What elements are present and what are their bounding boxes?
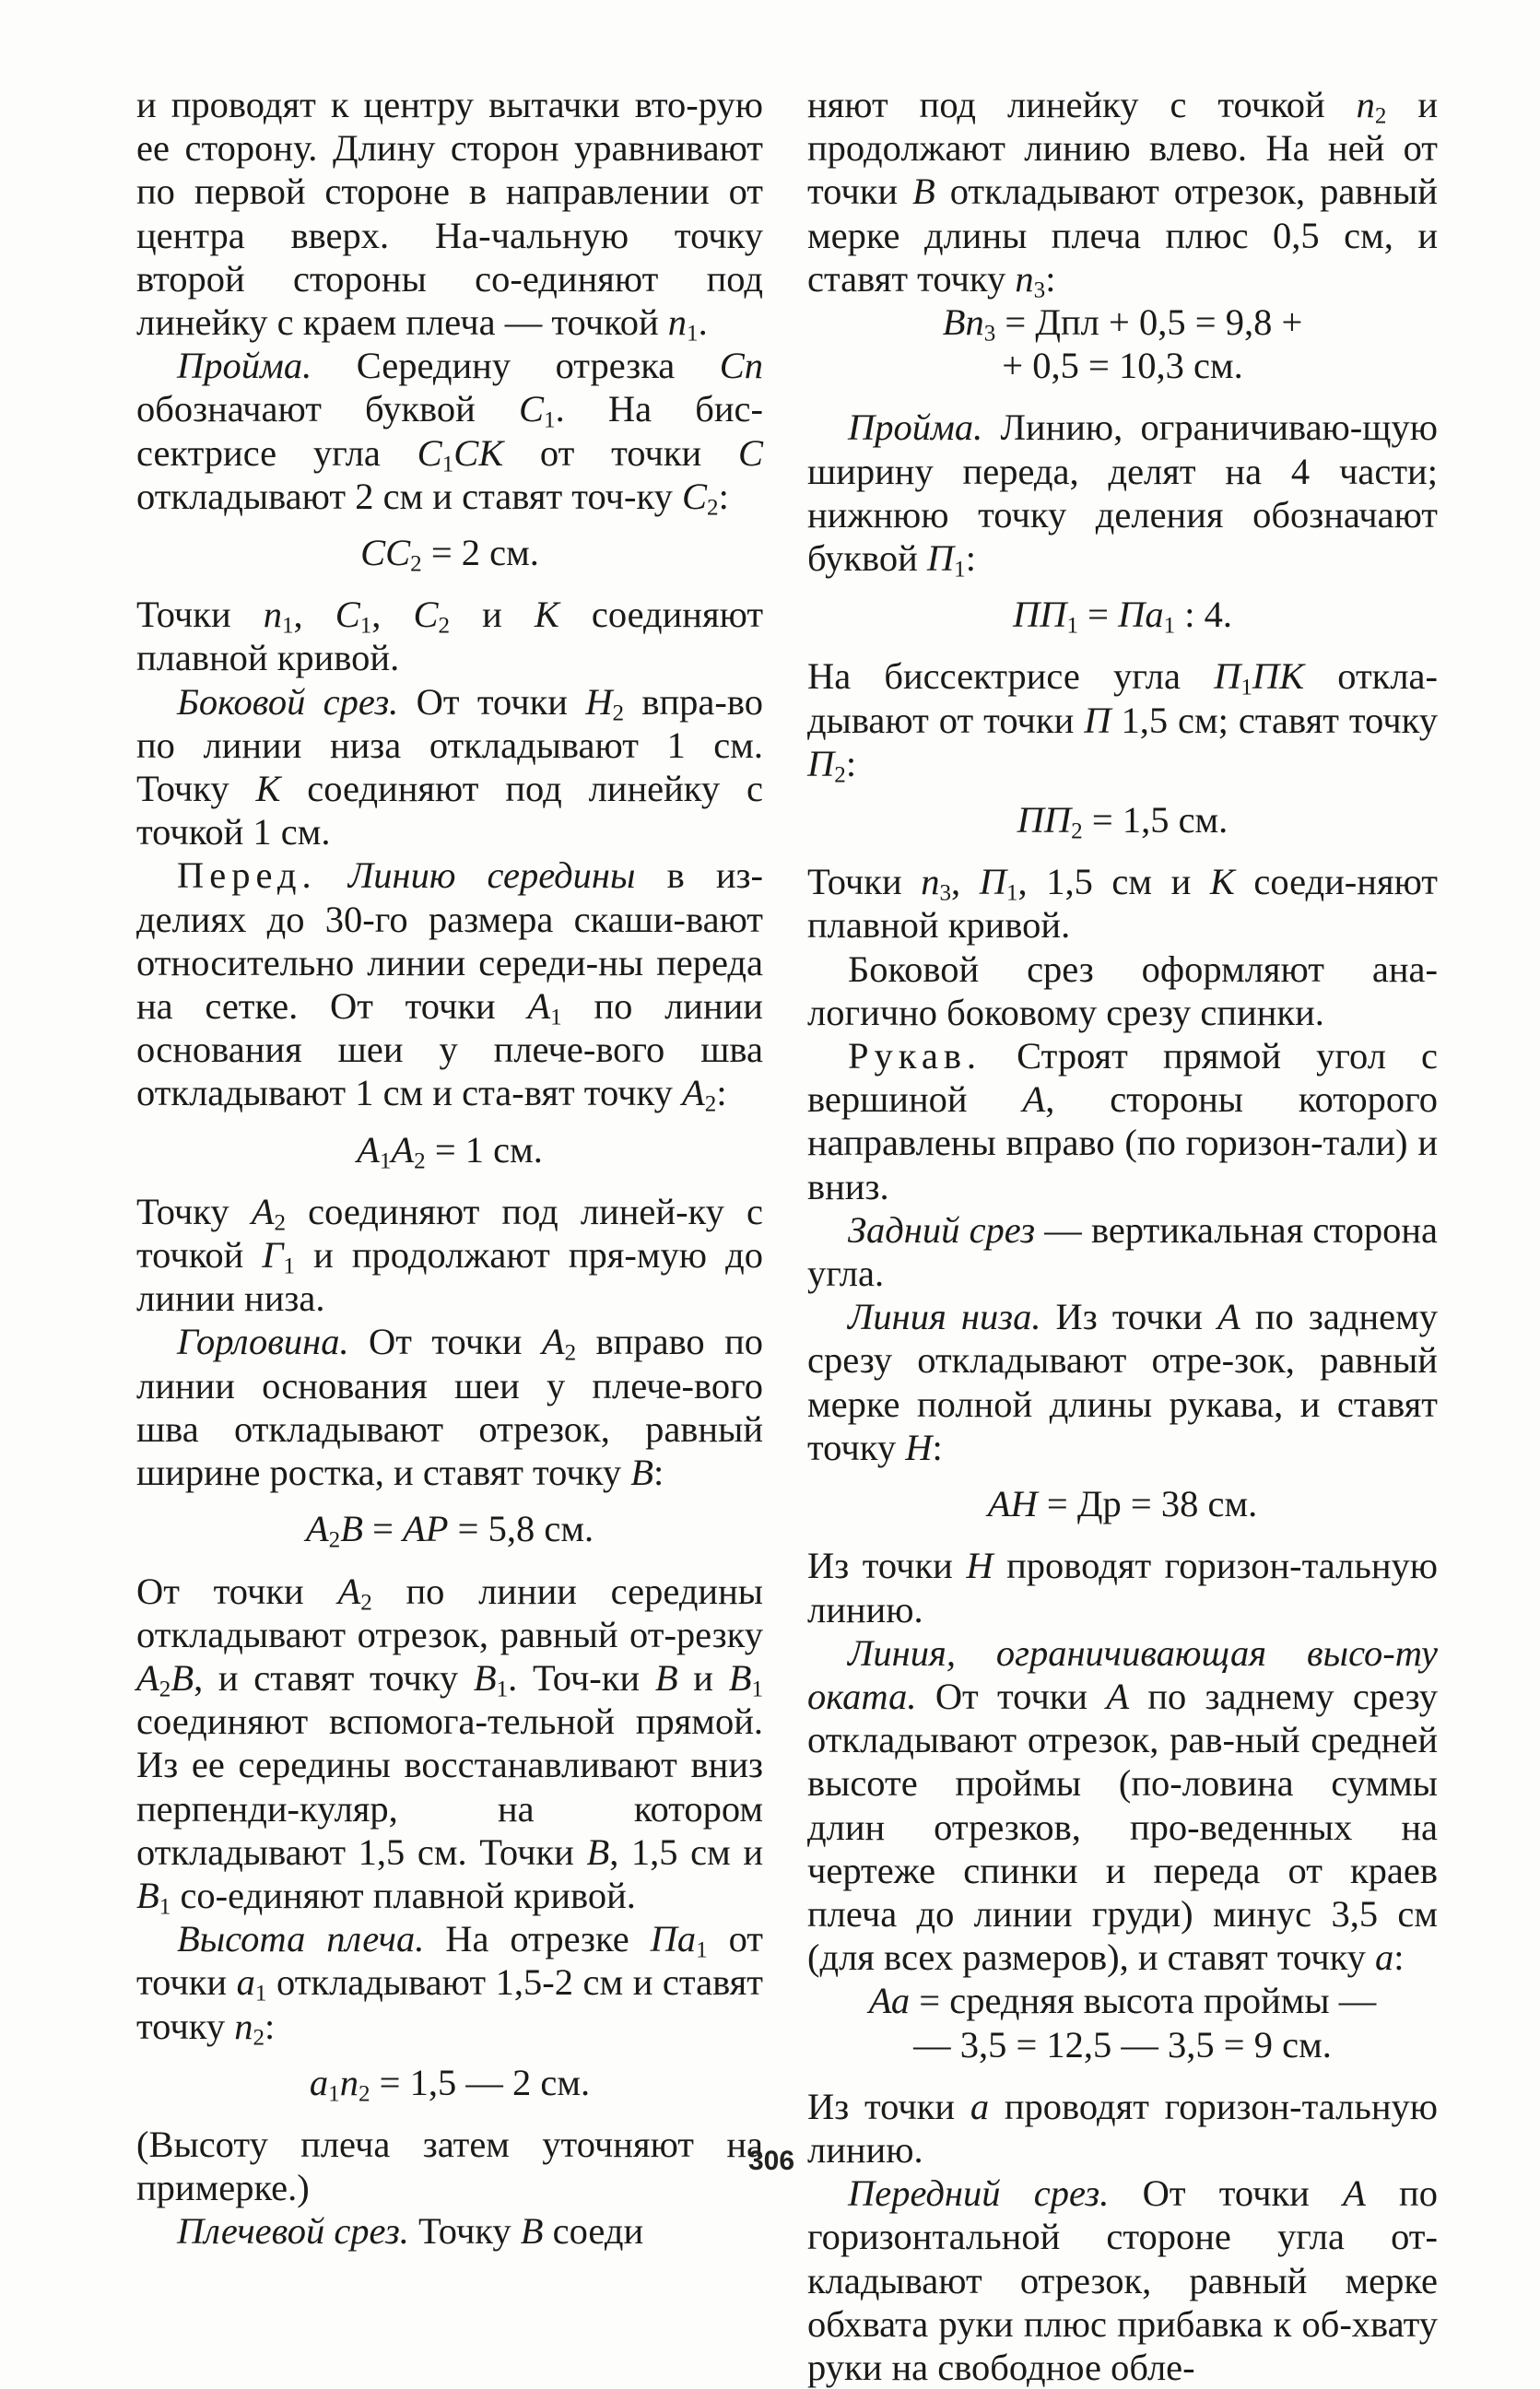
formula: — 3,5 = 12,5 — 3,5 = 9 см.	[913, 2023, 1332, 2065]
left-column	[136, 83, 763, 2254]
paragraph: Точку $А_2$ соединяют под линей-ку с точкой $Г_1$ и продолжают пря-мую до линии низа.	[136, 1190, 764, 1320]
paragraph: Высота плеча. На отрезке $Па_1$ от точки $а_1$ откладывают 1,5-2 см и ставят точку $п_2$:	[136, 1918, 764, 2050]
paragraph: (Высоту плеча затем уточняют на примерке.)	[136, 2123, 763, 2209]
formula: $ПП_1 = Па_1$ : 4.	[1012, 594, 1233, 639]
page-number: 306	[748, 2146, 795, 2176]
right-column	[807, 83, 1438, 2389]
paragraph: Боковой срез. От точки $Н_2$ впра-во по линии низа откладывают 1 см. Точку К соединяют под линейку с точкой 1 см.	[136, 680, 763, 853]
paragraph: Плечевой срез. Точку В соеди	[177, 2210, 644, 2253]
paragraph: На биссектрисе угла $П_1ПК$ откла-дывают от точки П 1,5 см; ставят точку $П_2$:	[807, 655, 1439, 788]
paragraph: Пройма. Линию, ограничиваю-щую ширину переда, делят на 4 части; нижнюю точку деления обозначают буквой $П_1$:	[807, 406, 1438, 583]
formula: Аа = средняя высота проймы —	[868, 1980, 1377, 2022]
formula: $а_1п_2 = 1,5$ — 2 см.	[309, 2061, 591, 2106]
paragraph: Линия, ограничивающая высо-ту оката. От точки А по заднему срезу откладывают отрезок, рав-ный средней высоте проймы (по-ловина суммы длин отрезков, про-веденных на чертеже спинки и переда от краев плеча до линии груди) минус 3,5 см (для всех размеров), и ставят точку а:	[807, 1631, 1438, 1979]
formula: АН = Др = 38 см.	[987, 1483, 1258, 1525]
formula: $Вп_3$ = Дпл + 0,5 = 9,8 +	[942, 301, 1303, 347]
formula: $СС_2 = 2$ см.	[360, 532, 539, 577]
paragraph: и проводят к центру вытачки вто-рую ее сторону. Длину сторон уравнивают по первой стороне в направлении от центра вверх. На-чальную точку второй стороны со-единяют под линейку с краем плеча — точкой $п_1$.	[136, 84, 763, 347]
paragraph: Линия низа. Из точки А по заднему срезу откладывают отре-зок, равный мерке полной длины рукава, и ставят точку Н:	[807, 1296, 1438, 1468]
paragraph: Задний срез — вертикальная сторона угла.	[807, 1208, 1438, 1295]
paragraph: Пройма. Середину отрезка Сп обозначают буквой $С_1$. На бис-сектрисе угла $С_1СК$ от точки С откладывают 2 см и ставят точ-ку $С_2$:	[136, 345, 763, 521]
formula: $ПП_2 = 1,5$ см.	[1017, 799, 1228, 844]
formula: $А_1А_2 = 1$ см.	[357, 1128, 543, 1173]
paragraph: Передний срез. От точки А по горизонтальной стороне угла от-кладывают отрезок, равный мерке обхвата руки плюс прибавка к об-хвату руки на свободное обле-	[807, 2172, 1438, 2388]
paragraph: Рукав. Строят прямой угол с вершиной А, стороны которого направлены вправо (по горизон-тали) и вниз.	[807, 1035, 1438, 1207]
paragraph: Точки $п_1$, $С_1$, $С_2$ и К соединяют плавной кривой.	[136, 594, 764, 679]
paragraph: Из точки Н проводят горизон-тальную линию.	[807, 1545, 1438, 1630]
paragraph: няют под линейку с точкой $п_2$ и продолжают линию влево. На ней от точки В откладывают отрезок, равный мерке длины плеча плюс 0,5 см, и ставят точку $п_3$:	[807, 84, 1438, 303]
paragraph: Перед. Линию середины в из-делиях до 30-го размера скаши-вают относительно линии середи-ны переда на сетке. От точки $А_1$ по линии основания шеи у плече-вого шва откладывают 1 см и ста-вят точку $А_2$:	[136, 854, 764, 1117]
formula: $А_2В$ = АР = 5,8 см.	[305, 1508, 594, 1553]
paragraph: Точки $п_3$, $П_1$, 1,5 см и К соеди-няют плавной кривой.	[807, 861, 1439, 947]
paragraph: От точки $А_2$ по линии середины откладывают отрезок, равный от-резку $А_2В$, и ставят точку $В_1$. Точ-ки В и $В_1$ соединяют вспомога-тельной прямой. Из ее середины восстанавливают вниз перпенди-куляр, на котором откладывают 1,5 см. Точки В, 1,5 см и $В_1$ со-единяют плавной кривой.	[136, 1570, 763, 1920]
paragraph: Боковой срез оформляют ана-логично боковому срезу спинки.	[807, 947, 1438, 1033]
formula: + 0,5 = 10,3 см.	[1002, 345, 1243, 387]
paragraph: Горловина. От точки $А_2$ вправо по линии основания шеи у плече-вого шва откладывают отрезок, равный ширине ростка, и ставят точку В:	[136, 1321, 763, 1494]
paragraph: Из точки а проводят горизон-тальную линию.	[807, 2085, 1438, 2171]
